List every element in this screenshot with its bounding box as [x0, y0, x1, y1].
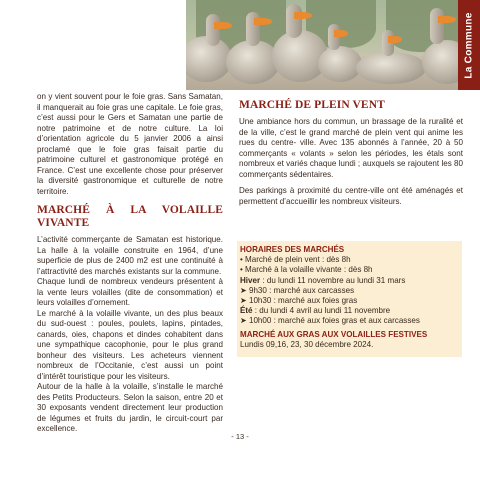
festive-market-dates: Lundis 09,16, 23, 30 décembre 2024.: [240, 339, 374, 349]
heading-plein-vent: MARCHÉ DE PLEIN VENT: [239, 99, 385, 111]
winter-line: [240, 276, 459, 286]
summer-label: Été: [240, 306, 253, 316]
hours-line: • Marché à la volaille vivante : dès 8h: [240, 265, 373, 275]
heading-volaille-vivante: MARCHÉ À LA VOLAILLE VIVANTE: [37, 204, 223, 229]
volaille-paragraph-1: L’activité commerçante de Samatan est historique. La halle à la volaille construite en 1964, d’une superficie de plus de 2400 m2 est une continuité à l’attractivité des marchés existants sur la commune.: [37, 235, 223, 276]
intro-paragraph: on y vient souvent pour le foie gras. Sans Samatan, il manquerait au foie gras une capitale. Le foie gras, c’est aussi pour le Gers et Samatan une partie de notre patrimoine et de notre culture. La loi d’orientation agricole du 5 janvier 2006 a ainsi proclamé que le foie gras faisait partie du patrimoine culturel et gastronomique protégé en France. C’est une excellente chose pour préserver la diversité gastronomique et culturelle de notre territoire.: [37, 92, 223, 196]
winter-label: Hiver: [240, 275, 261, 285]
hours-line: ➤ 10h30 : marché aux foies gras: [240, 296, 358, 306]
hours-line: • Marché de plein vent : dès 8h: [240, 255, 351, 265]
page-number: - 13 -: [231, 432, 249, 441]
summer-text: : du lundi 4 avril au lundi 11 novembre: [252, 306, 391, 316]
plein-vent-paragraph-1: Une ambiance hors du commun, un brassage de la ruralité et de la ville, c’est le grand marché de plein vent qui anime les rues du centre- ville. Avec 135 abonnés à l’année, 20 à 50 commerçants « volants » selon les périodes, les étals sont nombreux et variés chaque lundi ; auxquels se rajoutent les 80 commerçants sédentaires.: [239, 117, 463, 179]
volaille-paragraph-4: Autour de la halle à la volaille, s’installe le marché des Petits Producteurs. Selon la saison, entre 20 et 30 exposants vendent directement leur production de légumes et fruits du jardin, le circuit-court par excellence.: [37, 382, 223, 433]
hours-line: ➤ 9h30 : marché aux carcasses: [240, 285, 355, 295]
left-column: [37, 92, 223, 435]
market-hours-box: [237, 241, 462, 357]
section-tab-la-commune: [458, 0, 480, 90]
section-tab-label: La Commune: [463, 11, 475, 79]
summer-line: [240, 306, 459, 316]
volaille-paragraph-3: Le marché à la volaille vivante, un des plus beaux du sud-ouest : poules, poulets, lapins, pintades, canards, oies, chapons et dindes cohabitent dans une sympathique cacophonie, pour le plus grand bonheur des visiteurs. Les acheteurs viennent nombreux de l’Occitanie, c’est aussi un point d’intérêt touristique pour les visiteurs.: [37, 308, 223, 381]
volaille-paragraph-2: Chaque lundi de nombreux vendeurs présentent à la vente leurs volailles (dite de consommation) et leurs volailles d’ornement.: [37, 277, 223, 307]
right-column: [239, 99, 463, 207]
hours-title: HORAIRES DES MARCHÉS: [240, 245, 345, 254]
plein-vent-paragraph-2: Des parkings à proximité du centre-ville ont été aménagés et permettent d’accueillir les nombreux visiteurs.: [239, 186, 463, 206]
winter-text: : du lundi 11 novembre au lundi 31 mars: [260, 275, 406, 285]
hours-line: ➤ 10h00 : marché aux foies gras et aux carcasses: [240, 316, 420, 326]
festive-market-title: MARCHÉ AUX GRAS AUX VOLAILLES FESTIVES: [240, 329, 428, 339]
header-photo-geese: [186, 0, 458, 90]
